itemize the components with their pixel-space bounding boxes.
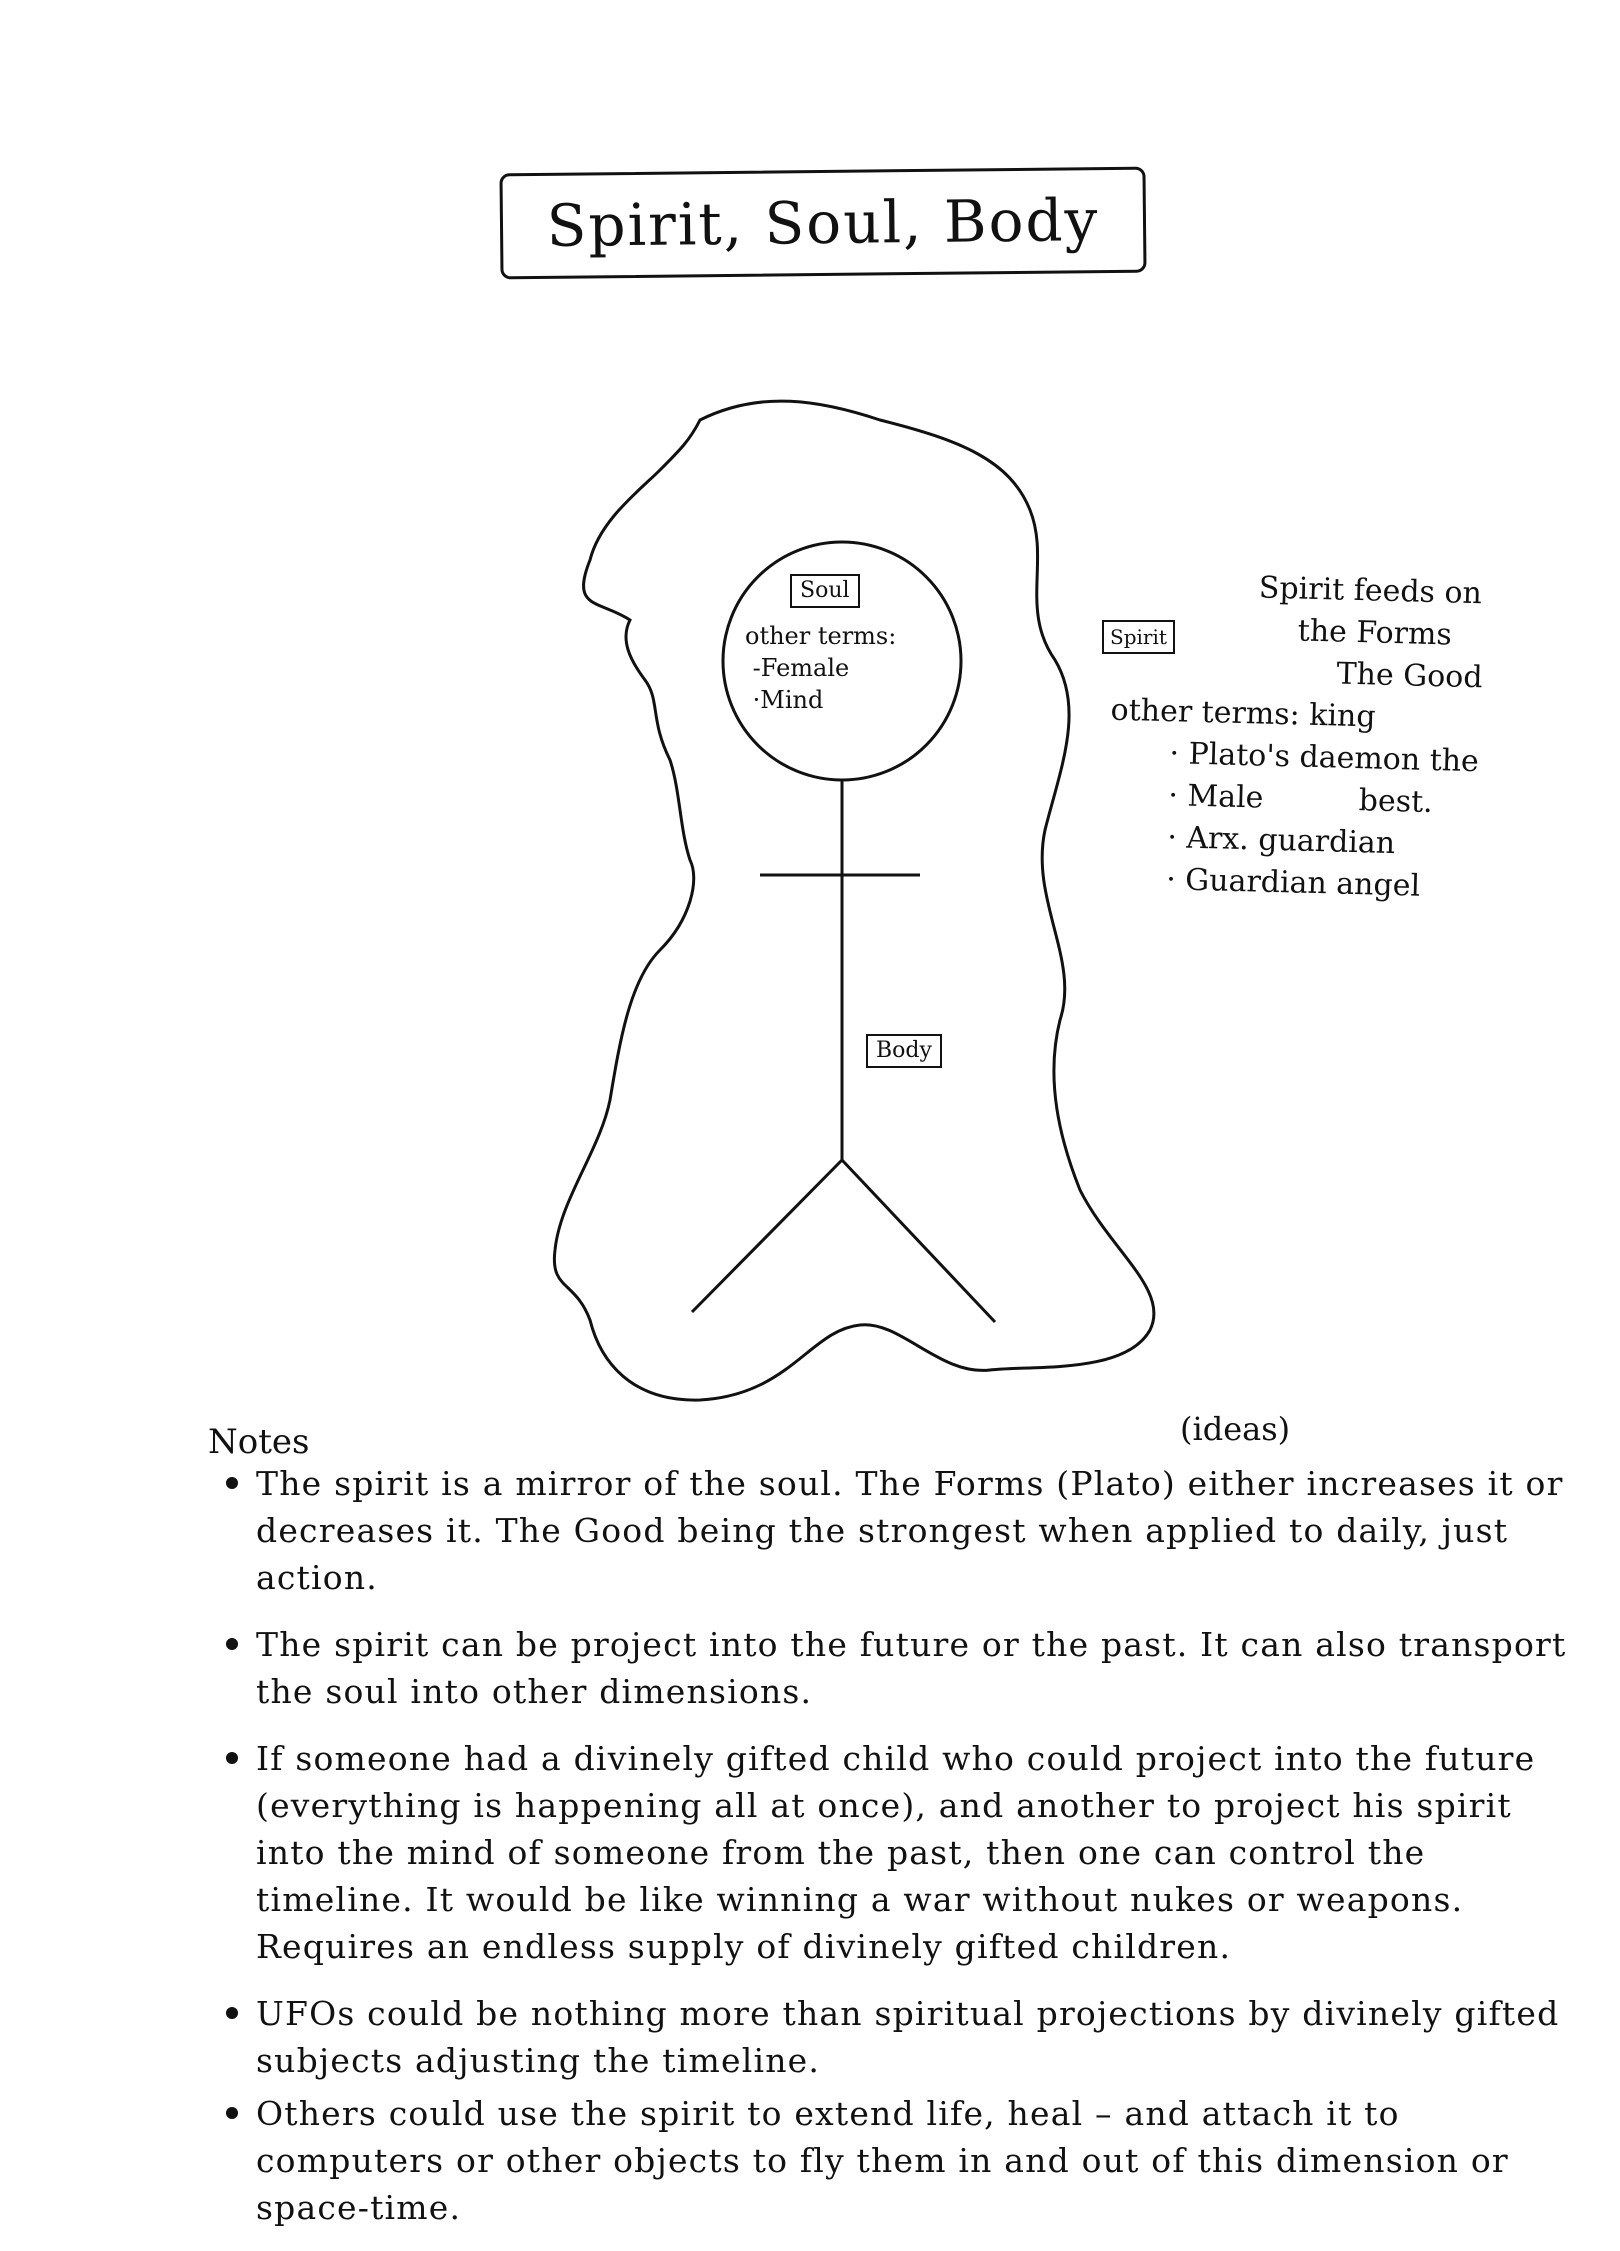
spirit-feeds-line: the Forms [1297, 613, 1453, 653]
spirit-side-notes [1110, 564, 1595, 912]
bullet-icon [226, 1477, 238, 1489]
soul-term-item: -Female [745, 654, 850, 682]
spirit-terms-heading: other terms: king [1110, 692, 1377, 735]
spirit-label: Spirit [1102, 620, 1175, 654]
page-title-text: Spirit, Soul, Body [546, 186, 1100, 260]
spirit-term-item: · Guardian angel [1166, 859, 1587, 912]
soul-other-terms [745, 620, 896, 716]
notes-heading: Notes [208, 1422, 310, 1462]
stick-figure-right-leg [842, 1160, 995, 1322]
soul-terms-heading: other terms: [745, 622, 897, 650]
bullet-icon [226, 1638, 238, 1650]
spirit-feeds-line: Spirit feeds on [1258, 570, 1483, 612]
spirit-term-item: · Male best. [1168, 775, 1589, 828]
spirit-feeds-line: The Good [1336, 656, 1483, 696]
soul-term-item: ·Mind [745, 686, 824, 714]
note-item: If someone had a divinely gifted child who could project into the future (everything is happening all at once), and another to project his spirit into the mind of someone from the past, then one can control the timeline. It would be like winning a war without nukes or weapons. Requires an endless supply of divinely gifted children. [222, 1735, 1592, 1970]
note-item: UFOs could be nothing more than spiritual projections by divinely gifted subjects adjusting the timeline. [222, 1990, 1592, 2084]
note-item: The spirit can be project into the future or the past. It can also transport the soul into other dimensions. [222, 1621, 1592, 1715]
notes-list [222, 1460, 1592, 2251]
bullet-icon [226, 2007, 238, 2019]
soul-label: Soul [790, 574, 860, 608]
stick-figure-left-leg [692, 1160, 842, 1312]
note-item: The spirit is a mirror of the soul. The Forms (Plato) either increases it or decreases it. The Good being the strongest when applied to daily, just action. [222, 1460, 1592, 1601]
body-label: Body [866, 1034, 942, 1068]
ideas-annotation: (ideas) [1180, 1410, 1291, 1448]
spirit-term-item: · Arx. guardian [1167, 817, 1588, 870]
spirit-term-item: · Plato's daemon the [1169, 733, 1590, 786]
bullet-icon [226, 2107, 238, 2119]
spirit-outline [554, 401, 1154, 1400]
note-item: Others could use the spirit to extend life, heal – and attach it to computers or other objects to fly them in and out of this dimension or space-time. [222, 2090, 1592, 2231]
spirit-terms-list [1116, 732, 1590, 912]
bullet-icon [226, 1752, 238, 1764]
